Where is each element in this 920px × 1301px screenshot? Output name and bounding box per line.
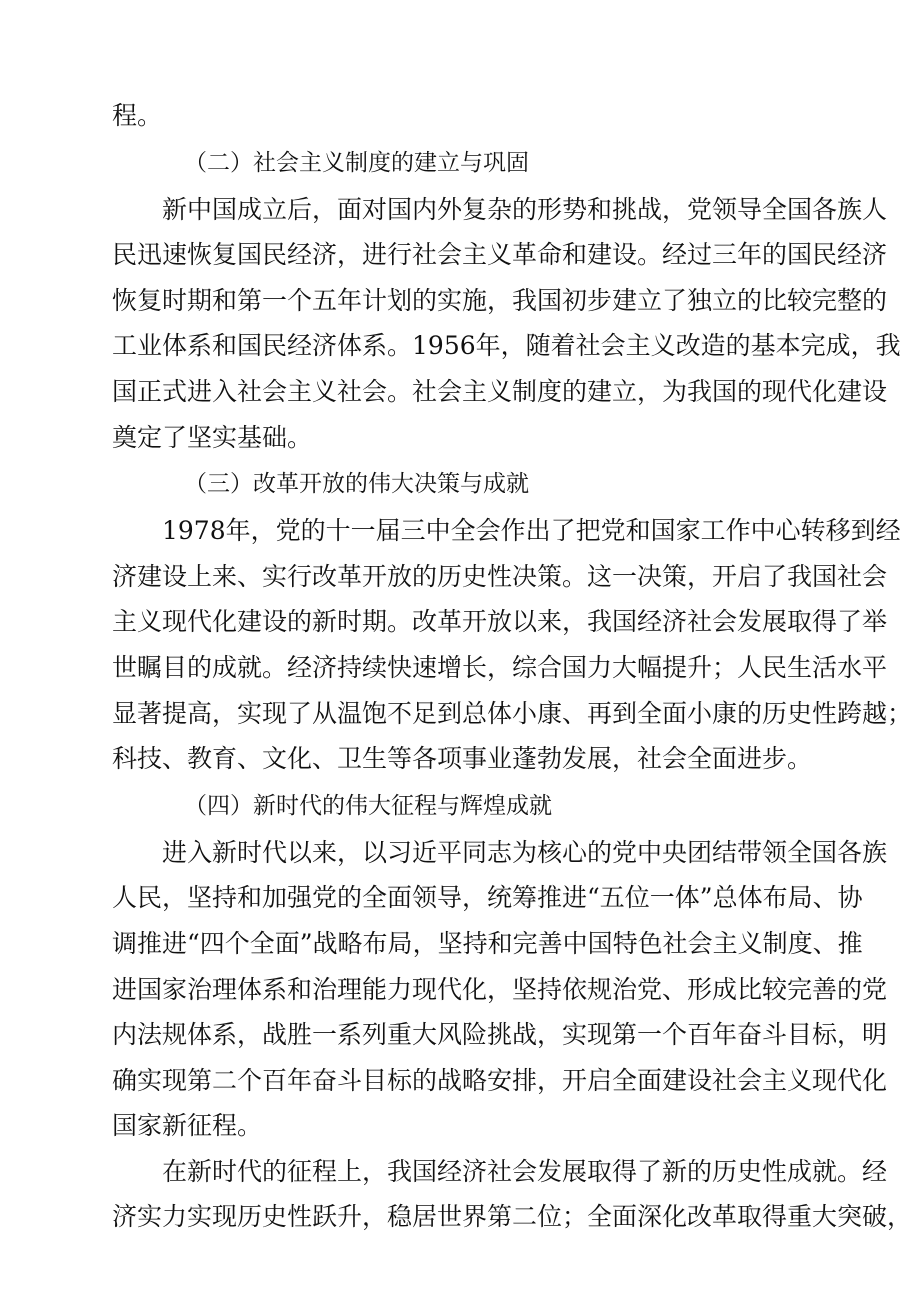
paragraph-line: 进国家治理体系和治理能力现代化，坚持依规治党、形成比较完善的党 [112, 974, 888, 1004]
paragraph-line: 工业体系和国民经济体系。1956年，随着社会主义改造的基本完成，我 [112, 331, 901, 361]
paragraph-line: 济实力实现历史性跃升，稳居世界第二位；全面深化改革取得重大突破， [112, 1202, 913, 1232]
section-heading: （二）社会主义制度的建立与巩固 [184, 149, 529, 176]
paragraph-line: 国正式进入社会主义社会。社会主义制度的建立，为我国的现代化建设 [112, 376, 888, 406]
paragraph-line: 内法规体系，战胜一系列重大风险挑战，实现第一个百年奋斗目标，明 [112, 1020, 888, 1050]
paragraph-line: 进入新时代以来，以习近平同志为核心的党中央团结带领全国各族 [162, 837, 888, 867]
paragraph-line: 奠定了坚实基础。 [112, 422, 313, 452]
paragraph-line: 科技、教育、文化、卫生等各项事业蓬勃发展，社会全面进步。 [112, 744, 813, 774]
paragraph-line: 恢复时期和第一个五年计划的实施，我国初步建立了独立的比较完整的 [112, 285, 888, 315]
paragraph-line: 调推进“四个全面”战略布局，坚持和完善中国特色社会主义制度、推 [112, 928, 863, 958]
paragraph-line: 国家新征程。 [112, 1111, 263, 1141]
paragraph-line: 确实现第二个百年奋斗目标的战略安排，开启全面建设社会主义现代化 [112, 1065, 888, 1095]
section-heading: （四）新时代的伟大征程与辉煌成就 [184, 792, 552, 819]
section-heading: （三）改革开放的伟大决策与成就 [184, 471, 529, 498]
paragraph-line: 济建设上来、实行改革开放的历史性决策。这一决策，开启了我国社会 [112, 561, 888, 591]
paragraph-line: 在新时代的征程上，我国经济社会发展取得了新的历史性成就。经 [162, 1156, 888, 1186]
paragraph-line: 民迅速恢复国民经济，进行社会主义革命和建设。经过三年的国民经济 [112, 240, 888, 270]
paragraph-line: 显著提高，实现了从温饱不足到总体小康、再到全面小康的历史性跨越； [112, 698, 913, 728]
paragraph-line: 1978年，党的十一届三中全会作出了把党和国家工作中心转移到经 [162, 516, 901, 546]
paragraph-line: 主义现代化建设的新时期。改革开放以来，我国经济社会发展取得了举 [112, 607, 888, 637]
paragraph-line: 世瞩目的成就。经济持续快速增长，综合国力大幅提升；人民生活水平 [112, 652, 888, 682]
paragraph-line: 程。 [112, 101, 163, 130]
paragraph-line: 新中国成立后，面对国内外复杂的形势和挑战，党领导全国各族人 [162, 194, 888, 224]
paragraph-line: 人民，坚持和加强党的全面领导，统筹推进“五位一体”总体布局、协 [112, 883, 863, 913]
document-page [112, 93, 913, 1240]
